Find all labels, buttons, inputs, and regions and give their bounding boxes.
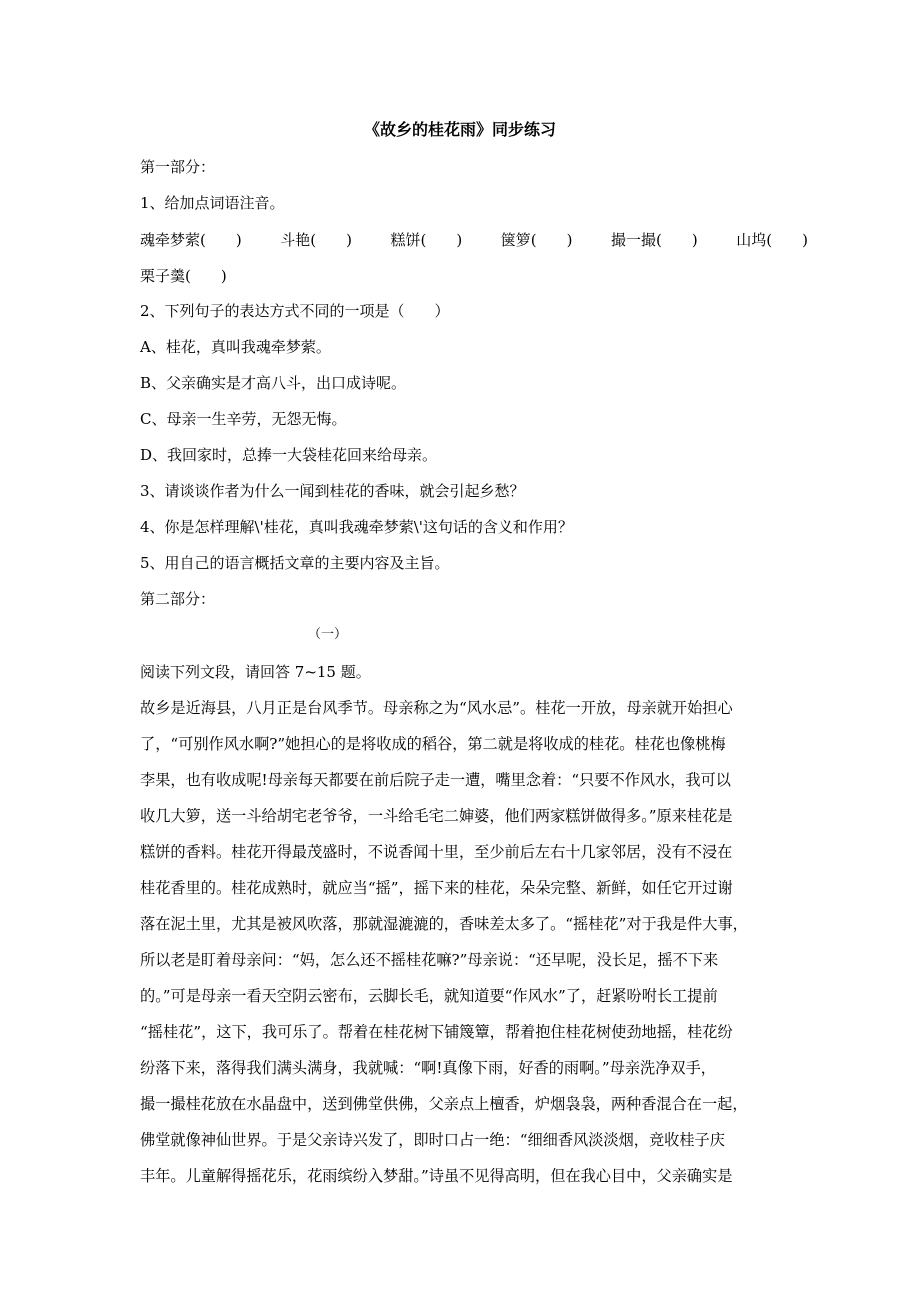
pinyin-item: 斗艳( )	[280, 231, 352, 249]
passage-line: 了，“可别作风水啊?”她担心的是将收成的稻谷，第二就是将收成的桂花。桂花也像桃梅	[140, 735, 726, 753]
question-2: 2、下列句子的表达方式不同的一项是（ ）	[140, 302, 450, 320]
passage-line: 佛堂就像神仙世界。于是父亲诗兴发了，即时口占一绝：“细细香风淡淡烟，竞收桂子庆	[140, 1131, 725, 1149]
passage-line: 桂花香里的。桂花成熟时，就应当“摇”，摇下来的桂花，朵朵完整、新鲜，如任它开过谢	[140, 879, 733, 897]
pinyin-item: 山坞( )	[736, 231, 808, 249]
pinyin-item-last: 栗子羹( )	[140, 267, 227, 285]
part2-heading: 第二部分：	[140, 590, 216, 608]
option-c: C、母亲一生辛劳，无怨无悔。	[140, 410, 347, 428]
part1-heading: 第一部分：	[140, 158, 216, 176]
passage-line: 撮一撮桂花放在水晶盘中，送到佛堂供佛，父亲点上檀香，炉烟袅袅，两种香混合在一起，	[140, 1095, 748, 1113]
passage-line: 收几大箩，送一斗给胡宅老爷爷，一斗给毛宅二婶婆，他们两家糕饼做得多。”原来桂花是	[140, 807, 733, 825]
passage-line: 故乡是近海县，八月正是台风季节。母亲称之为“风水忌”。桂花一开放，母亲就开始担心	[140, 699, 733, 717]
passage-line: 糕饼的香料。桂花开得最茂盛时，不说香闻十里，至少前后左右十几家邻居，没有不浸在	[140, 843, 733, 861]
passage-line: 落在泥土里，尤其是被风吹落，那就湿漉漉的，香味差太多了。“摇桂花”对于我是件大事，	[140, 915, 748, 933]
passage-line: 李果，也有收成呢!母亲每天都要在前后院子走一遭，嘴里念着：“只要不作风水，我可以	[140, 771, 731, 789]
passage-line: 丰年。儿童解得摇花乐，花雨缤纷入梦甜。”诗虽不见得高明，但在我心目中，父亲确实是	[140, 1167, 733, 1185]
section-mark: （一）	[308, 627, 348, 642]
question-5: 5、用自己的语言概括文章的主要内容及主旨。	[140, 554, 450, 572]
document-title: 《故乡的桂花雨》同步练习	[363, 120, 556, 139]
passage-line: 纷落下来，落得我们满头满身，我就喊：“啊!真像下雨，好香的雨啊。”母亲洗净双手，	[140, 1059, 716, 1077]
pinyin-item: 箧箩( )	[500, 231, 573, 249]
pinyin-item: 糕饼( )	[390, 231, 463, 249]
option-d: D、我回家时，总捧一大袋桂花回来给母亲。	[140, 446, 438, 464]
question-4: 4、你是怎样理解\'桂花，真叫我魂牵梦萦\'这句话的含义和作用？	[140, 518, 573, 536]
option-a: A、桂花，真叫我魂牵梦萦。	[140, 338, 331, 356]
question-1: 1、给加点词语注音。	[140, 194, 285, 212]
question-3: 3、请谈谈作者为什么一闻到桂花的香味，就会引起乡愁？	[140, 482, 525, 500]
pinyin-items-row	[140, 229, 808, 251]
pinyin-item: 撮一撮( )	[611, 231, 698, 249]
reading-instruction: 阅读下列文段，请回答 7~15 题。	[140, 663, 371, 681]
passage-line: “摇桂花”，这下，我可乐了。帮着在桂花树下铺篾簟，帮着抱住桂花树使劲地摇，桂花纷	[140, 1023, 733, 1041]
passage-line: 的。”可是母亲一看天空阴云密布，云脚长毛，就知道要“作风水”了，赶紧吩咐长工提前	[140, 987, 718, 1005]
passage-line: 所以老是盯着母亲问：“妈，怎么还不摇桂花嘛?”母亲说：“还早呢，没长足，摇不下来	[140, 951, 719, 969]
option-b: B、父亲确实是才高八斗，出口成诗呢。	[140, 374, 407, 392]
pinyin-item: 魂牵梦萦( )	[140, 231, 242, 249]
